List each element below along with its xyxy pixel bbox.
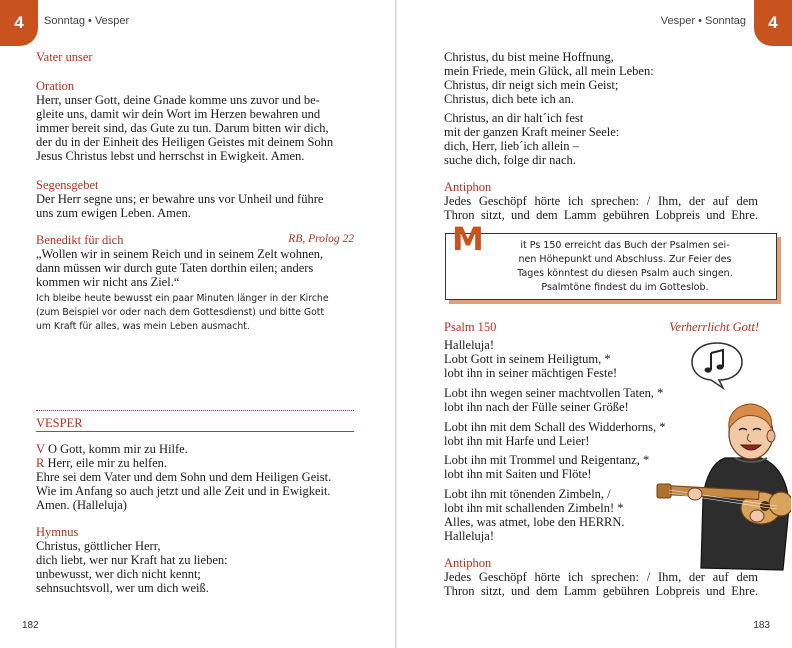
psalm-line: Lobt ihn mit tönenden Zimbeln, /	[444, 487, 611, 501]
right-page	[397, 0, 792, 648]
psalm-line: lobt ihn mit Saiten und Flöte!	[444, 467, 592, 481]
running-head-right: Vesper • Sonntag	[660, 15, 746, 27]
hymnus-line: mein Friede, mein Glück, all mein Leben:	[444, 64, 654, 78]
info-callout	[445, 220, 777, 300]
versicle-marker: V	[36, 442, 45, 456]
hymnus-text	[36, 539, 354, 595]
oration-line: gleite uns, damit wir dein Wort im Herzen bewahren und	[36, 107, 321, 121]
reflection-line: Ich bleibe heute bewusst ein paar Minuten länger in der Kirche	[36, 293, 329, 304]
oration-line: immer bereit sind, das Gute zu tun. Darum bitten wir dich,	[36, 121, 329, 135]
oration-line: Jesus Christus lebst und herrschst in Ewigkeit. Amen.	[36, 149, 305, 163]
gloria-line: Ehre sei dem Vater und dem Sohn und dem Heiligen Geist.	[36, 470, 332, 484]
hymnus-line: unbewusst, wer dich nicht kennt;	[36, 567, 201, 581]
psalm-line: Lobt ihn mit Trommel und Reigentanz, *	[444, 453, 650, 467]
psalm-heading: Psalm 150	[444, 320, 497, 334]
hymnus-line: sehnsuchtsvoll, wer um dich weiß.	[36, 581, 209, 595]
callout-line: Tages könntest du diesen Psalm auch singen.	[517, 268, 733, 279]
reflection-line: um Kraft für alles, was mein Leben ausmacht.	[36, 321, 250, 332]
running-head-left: Sonntag • Vesper	[44, 15, 130, 27]
benedikt-heading: Benedikt für dich	[36, 233, 124, 247]
oration-line: Herr, unser Gott, deine Gnade komme uns zuvor und be-	[36, 93, 320, 107]
antiphon-heading: Antiphon	[444, 180, 492, 194]
psalm-line: lobt ihn mit schallenden Zimbeln! *	[444, 501, 624, 515]
oration-text	[36, 93, 354, 163]
psalm-line: Halleluja!	[444, 338, 494, 352]
page-number-right: 183	[753, 620, 770, 631]
vesper-opening	[36, 442, 356, 512]
callout-line: Psalmtöne findest du im Gotteslob.	[541, 282, 709, 293]
hymnus-heading: Hymnus	[36, 525, 79, 539]
versicle-text: O Gott, komm mir zu Hilfe.	[47, 442, 188, 456]
antiphon-text	[444, 194, 758, 222]
reflection-line: (zum Beispiel vor oder nach dem Gottesdienst) und bitte Gott	[36, 307, 325, 318]
segensgebet-line: uns zum ewigen Leben. Amen.	[36, 206, 191, 220]
antiphon-line: Jedes Geschöpf hörte ich sprechen: / Ihm, der auf dem	[444, 194, 758, 208]
vater-unser-heading: Vater unser	[36, 50, 93, 64]
benedikt-line: kommen wir nicht ans Ziel.“	[36, 275, 180, 289]
hymnus-line: dich liebt, wer nur Kraft hat zu lieben:	[36, 553, 228, 567]
antiphon-line: Thron sitzt, und dem Lamm gebühren Lobpreis und Ehre.	[444, 208, 758, 222]
hymnus-line: mit der ganzen Kraft meiner Seele:	[444, 125, 620, 139]
chapter-tab-left: 4	[0, 0, 38, 46]
callout-line: it Ps 150 erreicht das Buch der Psalmen sei-	[520, 240, 730, 251]
response-marker: R	[36, 456, 45, 470]
vesper-rule	[36, 431, 354, 432]
hymnus-line: Christus, dir neigt sich mein Geist;	[444, 78, 619, 92]
psalm-line: Lobt ihn mit dem Schall des Widderhorns, *	[444, 420, 666, 434]
oration-line: der du in der Einheit des Heiligen Geistes mit deinem Sohn	[36, 135, 334, 149]
benedikt-line: „Wollen wir in seinem Reich und in seinem Zelt wohnen,	[36, 247, 324, 261]
response-line	[36, 456, 356, 470]
hymnus-line: Christus, an dir halt´ich fest	[444, 111, 584, 125]
psalm-line: lobt ihn nach der Fülle seiner Größe!	[444, 400, 629, 414]
segensgebet-line: Der Herr segne uns; er bewahre uns vor Unheil und führe	[36, 192, 324, 206]
callout-initial: M	[452, 220, 484, 258]
gloria-line: Wie im Anfang so auch jetzt und alle Zeit und in Ewigkeit.	[36, 484, 331, 498]
speech-bubble	[689, 340, 745, 390]
oration-heading: Oration	[36, 79, 75, 93]
benedikt-source: RB, Prolog 22	[288, 233, 354, 245]
segensgebet-heading: Segensgebet	[36, 178, 99, 192]
psalm-line: Halleluja!	[444, 529, 494, 543]
monk-with-guitar-illustration	[655, 398, 791, 578]
hymnus-line: dich, Herr, lieb´ich allein –	[444, 139, 579, 153]
left-page	[0, 0, 395, 648]
reflection-text	[36, 292, 358, 334]
hymnus-line: Christus, dich bete ich an.	[444, 92, 574, 106]
hymnus-continuation-1	[444, 50, 764, 106]
psalm-line: Lobt Gott in seinem Heiligtum, *	[444, 352, 611, 366]
psalm-subtitle: Verherrlicht Gott!	[669, 320, 759, 334]
psalm-line: Lobt ihn wegen seiner machtvollen Taten, *	[444, 386, 664, 400]
hymnus-line: suche dich, folge dir nach.	[444, 153, 576, 167]
hymnus-continuation-2	[444, 111, 764, 167]
psalm-line: lobt ihn mit Harfe und Leier!	[444, 434, 590, 448]
versicle-line	[36, 442, 356, 456]
gloria-line: Amen. (Halleluja)	[36, 498, 127, 512]
segensgebet-text	[36, 192, 354, 220]
psalm-stanza	[444, 338, 704, 380]
antiphon-line: Thron sitzt, und dem Lamm gebühren Lobpreis und Ehre.	[444, 584, 758, 598]
antiphon2-heading: Antiphon	[444, 556, 492, 570]
section-divider-dotted	[36, 410, 354, 411]
hymnus-line: Christus, göttlicher Herr,	[36, 539, 161, 553]
psalm-line: lobt ihn in seiner mächtigen Feste!	[444, 366, 618, 380]
hymnus-line: Christus, du bist meine Hoffnung,	[444, 50, 614, 64]
callout-line: nen Höhepunkt und Abschluss. Zur Feier des	[518, 254, 732, 265]
benedikt-quote	[36, 247, 354, 289]
page-number-left: 182	[22, 620, 39, 631]
vesper-heading: VESPER	[36, 416, 83, 430]
antiphon-line: Jedes Geschöpf hörte ich sprechen: / Ihm, der auf dem	[444, 570, 758, 584]
chapter-tab-right: 4	[754, 0, 792, 46]
psalm-line: Alles, was atmet, lobe den HERRN.	[444, 515, 625, 529]
benedikt-line: dann müssen wir durch gute Taten dorthin eilen; anders	[36, 261, 314, 275]
response-text: Herr, eile mir zu helfen.	[47, 456, 168, 470]
